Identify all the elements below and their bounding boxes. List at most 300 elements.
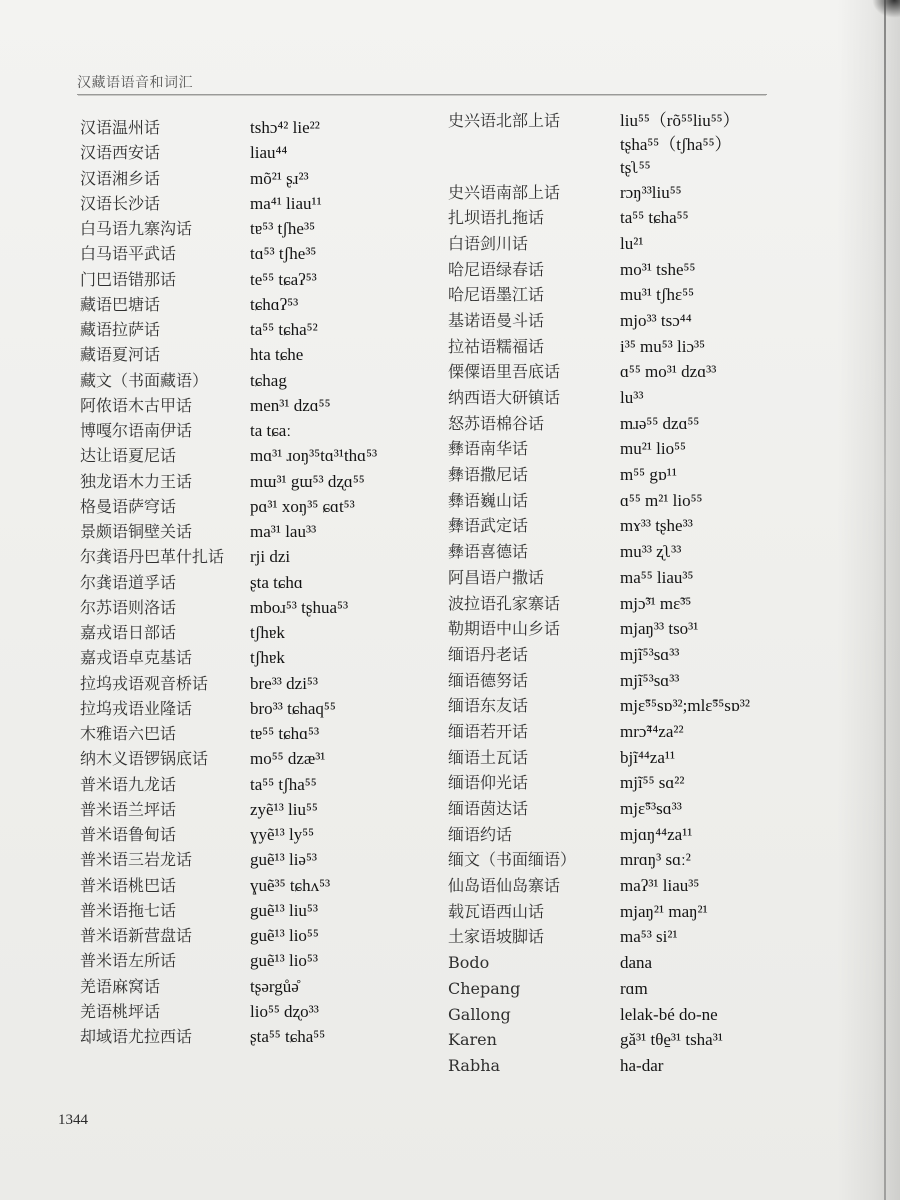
word-forms [250, 544, 290, 569]
entry-row [80, 620, 377, 645]
language-name: 景颇语铜壁关话 [80, 522, 193, 541]
word-forms [250, 873, 330, 898]
word-forms [620, 385, 643, 411]
word-form: ha-dar [620, 1055, 664, 1075]
language-name: 嘉戎语卓克基话 [80, 648, 193, 668]
word-forms [250, 342, 303, 367]
language-name: 达让语夏尼话 [80, 446, 177, 466]
word-form: mɯ³¹ gɯ⁵³ dʐɑ⁵⁵ [250, 471, 365, 491]
entry-row [448, 334, 750, 360]
entry-row [448, 873, 750, 899]
entry-row [80, 393, 377, 418]
word-form: zyẽ¹³ liu⁵⁵ [250, 799, 318, 819]
word-form: mɹə⁵⁵ dzɑ⁵⁵ [620, 413, 700, 433]
language-name: 拉祜语糯福话 [448, 336, 545, 356]
word-forms [620, 847, 691, 873]
language-name: 缅语若开话 [448, 721, 529, 741]
entry-row [80, 140, 377, 165]
left-column [80, 115, 377, 1049]
entry-row [80, 797, 377, 822]
language-name: 藏语巴塘话 [80, 294, 161, 314]
entry-row [80, 494, 377, 519]
word-forms [620, 1027, 723, 1053]
language-name: 彝语武定话 [448, 516, 529, 536]
word-forms [250, 923, 319, 948]
entry-row [80, 570, 377, 595]
word-forms [250, 898, 318, 923]
word-form: lelak-bé do-ne [620, 1004, 718, 1024]
language-name: 基诺语曼斗话 [448, 310, 545, 330]
word-forms [620, 334, 705, 360]
entry-row [80, 746, 377, 771]
word-form: gǎ³¹ tθe̠³¹ tsha³¹ [620, 1030, 723, 1050]
word-forms [250, 115, 320, 140]
entry-row [80, 974, 377, 999]
language-name: 缅语仰光话 [448, 773, 529, 793]
word-forms [250, 317, 318, 342]
word-forms [620, 642, 679, 668]
language-name: Chepang [448, 978, 521, 998]
right-column [448, 109, 750, 1079]
entry-row [80, 166, 377, 191]
entry-row [448, 436, 750, 462]
word-forms [620, 976, 648, 1002]
word-form: mjaŋ³³ tso³¹ [620, 619, 699, 639]
word-forms [620, 565, 693, 591]
word-form: mjaŋ²¹ maŋ²¹ [620, 901, 708, 921]
word-form: mjɛ̃⁵³sɑ³³ [620, 799, 682, 818]
word-forms [250, 595, 348, 620]
word-form: mu³³ ʐʅ³³ [620, 542, 682, 562]
word-form: hta tɕhe [250, 345, 304, 365]
entry-row [448, 924, 750, 950]
entry-row [80, 595, 377, 620]
entry-row [80, 948, 377, 973]
language-name: 羌语桃坪话 [80, 1001, 161, 1021]
word-form: ta⁵⁵ tɕha⁵² [250, 320, 318, 339]
entry-row [80, 443, 377, 468]
entry-row [80, 368, 377, 393]
language-name: 普米语鲁甸话 [80, 825, 177, 844]
word-forms [250, 671, 318, 696]
entry-row [448, 693, 750, 719]
word-form: guẽ¹³ liə⁵³ [250, 850, 318, 870]
word-form: te⁵⁵ tɕaʔ⁵³ [250, 269, 317, 289]
language-name: 缅语丹老话 [448, 644, 529, 664]
language-name: 拉坞戎语业隆话 [80, 698, 193, 718]
word-form: ɣyẽ¹³ ly⁵⁵ [250, 825, 315, 844]
language-name: 却域语尤拉西话 [80, 1027, 193, 1046]
entry-row [448, 488, 750, 514]
entry-row [80, 292, 377, 317]
language-name: 哈尼语墨江话 [448, 285, 545, 305]
word-form: mo⁵⁵ dzæ³¹ [250, 749, 326, 769]
word-form: bre³³ dzi⁵³ [250, 673, 318, 693]
entry-row [448, 565, 750, 591]
word-form: ma⁴¹ liau¹¹ [250, 193, 322, 213]
language-name: 藏语拉萨话 [80, 320, 161, 339]
entry-row [80, 696, 377, 721]
word-form: mjɛ̃⁵⁵sɒ³²;mlɛ̃⁵⁵sɒ³² [620, 696, 750, 716]
language-name: 史兴语北部上话 [448, 111, 561, 130]
language-name: 尔龚语丹巴革什扎话 [80, 547, 225, 567]
language-name: 普米语三岩龙话 [80, 850, 193, 870]
entry-row [448, 359, 750, 385]
word-forms [250, 822, 314, 847]
language-name: 傈僳语里吾底话 [448, 362, 561, 382]
entry-row [448, 1053, 750, 1079]
word-form: mɤ³³ tʂhe³³ [620, 516, 693, 536]
word-forms [620, 231, 643, 257]
page-edge [884, 0, 886, 1200]
language-name: 普米语拖七话 [80, 900, 177, 920]
entry-row [80, 115, 377, 140]
entry-row [448, 642, 750, 668]
language-name: 勒期语中山乡话 [448, 619, 561, 639]
word-form: rɔŋ³³liu⁵⁵ [620, 182, 682, 202]
word-form: men³¹ dzɑ⁵⁵ [250, 395, 331, 415]
word-forms [250, 948, 318, 973]
word-form: mo³¹ tshe⁵⁵ [620, 259, 696, 279]
word-form: tʂʅ⁵⁵ [620, 158, 651, 177]
word-form: ta⁵⁵ tʃha⁵⁵ [250, 774, 317, 794]
word-form: ma⁵³ si²¹ [620, 927, 678, 947]
entry-row [448, 539, 750, 565]
language-name: Bodo [448, 953, 490, 973]
entry-row [80, 999, 377, 1024]
word-forms [250, 267, 317, 292]
word-forms [250, 292, 298, 317]
word-forms [250, 974, 299, 999]
word-forms [250, 166, 309, 191]
word-forms [250, 469, 365, 494]
word-form: ʂta⁵⁵ tɕha⁵⁵ [250, 1027, 326, 1046]
entry-row [448, 591, 750, 617]
language-name: 史兴语南部上话 [448, 182, 561, 202]
word-form: tɐ⁵³ tʃhe³⁵ [250, 219, 315, 238]
entry-row [448, 668, 750, 694]
entry-row [448, 1002, 750, 1028]
language-name: 缅语德努话 [448, 670, 529, 690]
word-forms [620, 616, 698, 642]
entry-row [448, 822, 750, 848]
word-form: tɐ⁵⁵ tɕhɑ⁵³ [250, 724, 320, 743]
language-name: 普米语新营盘话 [80, 926, 193, 945]
word-forms [250, 393, 331, 418]
language-name: 阿昌语户撒话 [448, 567, 545, 587]
entry-row [448, 1027, 750, 1053]
entry-row [448, 308, 750, 334]
word-forms [620, 745, 675, 771]
word-forms [620, 770, 684, 796]
language-name: 羌语麻窝话 [80, 976, 161, 996]
entry-row [80, 898, 377, 923]
word-form: tɕhag [250, 370, 287, 390]
entry-row [448, 796, 750, 822]
language-name: 木雅语六巴话 [80, 724, 177, 743]
language-name: 汉语湘乡话 [80, 168, 161, 188]
word-forms [250, 443, 377, 468]
word-forms [250, 494, 355, 519]
language-name: 缅语东友话 [448, 696, 529, 716]
word-form: lio⁵⁵ dʐo³³ [250, 1001, 319, 1021]
word-forms [620, 109, 740, 180]
word-form: bjĩ⁴⁴za¹¹ [620, 747, 676, 767]
running-head-title: 汉藏语语音和词汇 [77, 75, 193, 91]
word-forms [250, 418, 291, 443]
word-form: mboɹ⁵³ tʂhua⁵³ [250, 597, 349, 617]
word-form: liu⁵⁵（rõ⁵⁵liu⁵⁵） [620, 111, 740, 130]
entry-row [80, 267, 377, 292]
language-name: 载瓦语西山话 [448, 901, 545, 921]
language-name: 彝语巍山话 [448, 490, 529, 510]
word-forms [250, 620, 285, 645]
word-forms [620, 205, 689, 231]
word-forms [620, 873, 699, 899]
entry-row [80, 544, 377, 569]
word-forms [250, 772, 317, 797]
language-name: 尔苏语则洛话 [80, 597, 177, 617]
language-name: 藏语夏河话 [80, 345, 161, 365]
word-forms [250, 1024, 325, 1049]
language-name: 汉语温州话 [80, 118, 161, 137]
entry-row [80, 342, 377, 367]
word-forms [250, 519, 316, 544]
language-name: 扎坝语扎拖话 [448, 208, 545, 228]
word-form: tʃhɐk [250, 648, 285, 668]
word-form: tshɔ⁴² lie²² [250, 118, 320, 137]
word-form: mjo³³ tsɔ⁴⁴ [620, 310, 692, 330]
word-forms [620, 950, 652, 976]
word-form: tʂərgůə̊ [250, 976, 299, 996]
word-forms [620, 308, 692, 334]
word-forms [620, 359, 716, 385]
language-name: 普米语左所话 [80, 951, 177, 971]
word-form: maʔ³¹ liau³⁵ [620, 876, 700, 896]
language-name: 阿侬语木古甲话 [80, 395, 193, 415]
word-form: ɑ⁵⁵ mo³¹ dzɑ³³ [620, 362, 717, 382]
language-name: 缅文（书面缅语） [448, 850, 577, 870]
language-name: 土家语坡脚话 [448, 927, 545, 947]
word-form: mjĩ⁵⁵ sɑ²² [620, 773, 685, 793]
entry-row [80, 216, 377, 241]
word-forms [620, 462, 677, 488]
word-forms [620, 1002, 718, 1028]
word-form: guẽ¹³ lio⁵³ [250, 951, 318, 971]
word-form: dana [620, 953, 653, 973]
language-name: 白语剑川话 [448, 233, 529, 253]
word-form: mu³¹ tʃhɛ⁵⁵ [620, 285, 695, 305]
word-form: ɣuẽ³⁵ tɕhʌ⁵³ [250, 875, 331, 895]
language-name: 汉语长沙话 [80, 193, 161, 213]
word-form: i³⁵ mu⁵³ liɔ³⁵ [620, 336, 706, 356]
language-name: 汉语西安话 [80, 143, 161, 163]
word-forms [620, 180, 682, 206]
word-forms [620, 539, 681, 565]
entry-row [448, 847, 750, 873]
language-name: 彝语喜德话 [448, 542, 529, 562]
word-forms [250, 746, 325, 771]
word-forms [620, 796, 682, 822]
language-name: 纳木义语锣锅底话 [80, 749, 209, 769]
language-name: 怒苏语棉谷话 [448, 413, 545, 433]
entry-row [448, 109, 750, 180]
word-form: ta⁵⁵ tɕha⁵⁵ [620, 208, 689, 228]
language-name: 尔龚语道孚话 [80, 572, 177, 592]
word-forms [250, 645, 285, 670]
language-name: 缅语约话 [448, 824, 513, 844]
entry-row [448, 385, 750, 411]
word-forms [250, 368, 287, 393]
word-form: mrɑŋ³ sɑː² [620, 850, 691, 870]
language-name: 仙岛语仙岛寨话 [448, 876, 561, 896]
language-name: 普米语桃巴话 [80, 875, 177, 895]
entry-row [80, 469, 377, 494]
word-forms [250, 696, 336, 721]
word-form: mjĩ⁵³sɑ³³ [620, 644, 680, 664]
word-form: tɕhɑʔ⁵³ [250, 294, 299, 314]
word-forms [250, 241, 316, 266]
word-form: mɑ³¹ ɹoŋ³⁵tɑ³¹thɑ⁵³ [250, 446, 378, 466]
entry-row [448, 899, 750, 925]
word-forms [250, 721, 319, 746]
entry-row [448, 719, 750, 745]
entry-row [80, 418, 377, 443]
running-head [77, 74, 767, 95]
word-form: m⁵⁵ gɒ¹¹ [620, 465, 677, 485]
word-forms [620, 257, 695, 283]
word-form: tɑ⁵³ tʃhe³⁵ [250, 244, 317, 264]
entry-row [80, 645, 377, 670]
language-name: 藏文（书面藏语） [80, 370, 209, 390]
word-form: ɑ⁵⁵ m²¹ lio⁵⁵ [620, 490, 703, 510]
word-form: ta tɕaː [250, 421, 292, 440]
word-forms [620, 899, 708, 925]
entry-row [80, 772, 377, 797]
entry-row [448, 231, 750, 257]
language-name: 缅语土瓦话 [448, 747, 529, 767]
entry-row [80, 847, 377, 872]
entry-row [80, 241, 377, 266]
word-form: pɑ³¹ xoŋ³⁵ ɕɑt⁵³ [250, 496, 355, 516]
language-name: Rabha [448, 1055, 501, 1075]
word-form: mu²¹ lio⁵⁵ [620, 439, 686, 459]
word-form: mjĩ⁵³sɑ³³ [620, 670, 680, 690]
entry-row [80, 671, 377, 696]
entry-row [448, 745, 750, 771]
word-form: mõ²¹ ʂɹ²³ [250, 168, 309, 188]
language-name: 拉坞戎语观音桥话 [80, 673, 209, 693]
entry-row [448, 411, 750, 437]
word-forms [250, 797, 318, 822]
language-name: 门巴语错那话 [80, 269, 177, 289]
page-number: 1344 [58, 1112, 88, 1128]
word-forms [620, 719, 684, 745]
word-form: guẽ¹³ lio⁵⁵ [250, 926, 319, 945]
word-forms [620, 693, 750, 719]
entry-row [448, 950, 750, 976]
word-forms [620, 591, 691, 617]
word-forms [250, 216, 315, 241]
word-form: lu³³ [620, 388, 644, 407]
entry-row [80, 721, 377, 746]
entry-row [448, 180, 750, 206]
word-form: lu²¹ [620, 233, 644, 253]
entry-row [80, 191, 377, 216]
entry-row [448, 513, 750, 539]
word-form: ma⁵⁵ liau³⁵ [620, 567, 694, 587]
entry-row [448, 257, 750, 283]
entry-row [448, 616, 750, 642]
entry-row [448, 282, 750, 308]
word-form: ma³¹ lau³³ [250, 522, 317, 541]
language-name: 独龙语木力王话 [80, 471, 193, 491]
entry-row [448, 770, 750, 796]
language-name: 纳西语大研镇话 [448, 388, 561, 407]
word-forms [250, 191, 322, 216]
word-form: rɑm [620, 978, 648, 998]
word-form: liau⁴⁴ [250, 143, 288, 163]
word-forms [620, 924, 678, 950]
entry-row [448, 462, 750, 488]
language-name: 哈尼语绿春话 [448, 259, 545, 279]
word-forms [620, 513, 693, 539]
entry-row [80, 519, 377, 544]
entry-row [448, 976, 750, 1002]
word-form: mrɔ̃⁴⁴za²² [620, 721, 684, 741]
word-form: mjɑŋ⁴⁴za¹¹ [620, 824, 693, 844]
word-form: bro³³ tɕhaq⁵⁵ [250, 698, 336, 718]
language-name: 白马语平武话 [80, 244, 177, 264]
entry-row [80, 317, 377, 342]
word-forms [250, 570, 303, 595]
language-name: 嘉戎语日部话 [80, 623, 177, 642]
language-name: 彝语南华话 [448, 439, 529, 459]
word-forms [620, 411, 699, 437]
language-name: 格曼语萨穹话 [80, 496, 177, 516]
language-name: Karen [448, 1030, 497, 1050]
language-name: 彝语撒尼话 [448, 465, 529, 485]
language-name: 普米语兰坪话 [80, 799, 177, 819]
entry-row [80, 822, 377, 847]
entry-row [80, 873, 377, 898]
word-forms [620, 822, 692, 848]
language-name: Gallong [448, 1004, 511, 1024]
language-name: 波拉语孔家寨话 [448, 593, 561, 613]
word-forms [250, 999, 319, 1024]
word-forms [620, 668, 679, 694]
word-forms [620, 282, 694, 308]
word-form: mjɔ̃³¹ mɛ̃³⁵ [620, 593, 692, 613]
word-form: tʃhɐk [250, 623, 285, 642]
word-forms [620, 1053, 663, 1079]
word-forms [620, 488, 702, 514]
word-forms [620, 436, 686, 462]
word-forms [250, 140, 287, 165]
entry-row [80, 1024, 377, 1049]
scan-edge-shadow [872, 0, 900, 18]
word-form: tʂha⁵⁵（tʃha⁵⁵） [620, 134, 732, 154]
language-name: 普米语九龙话 [80, 774, 177, 794]
word-form: guẽ¹³ liu⁵³ [250, 900, 318, 920]
word-form: rji dzi [250, 547, 291, 567]
language-name: 白马语九寨沟话 [80, 219, 193, 238]
entry-row [448, 205, 750, 231]
entry-row [80, 923, 377, 948]
language-name: 博嘎尔语南伊话 [80, 421, 193, 440]
language-name: 缅语茵达话 [448, 799, 529, 818]
word-form: ʂta tɕhɑ [250, 572, 303, 592]
